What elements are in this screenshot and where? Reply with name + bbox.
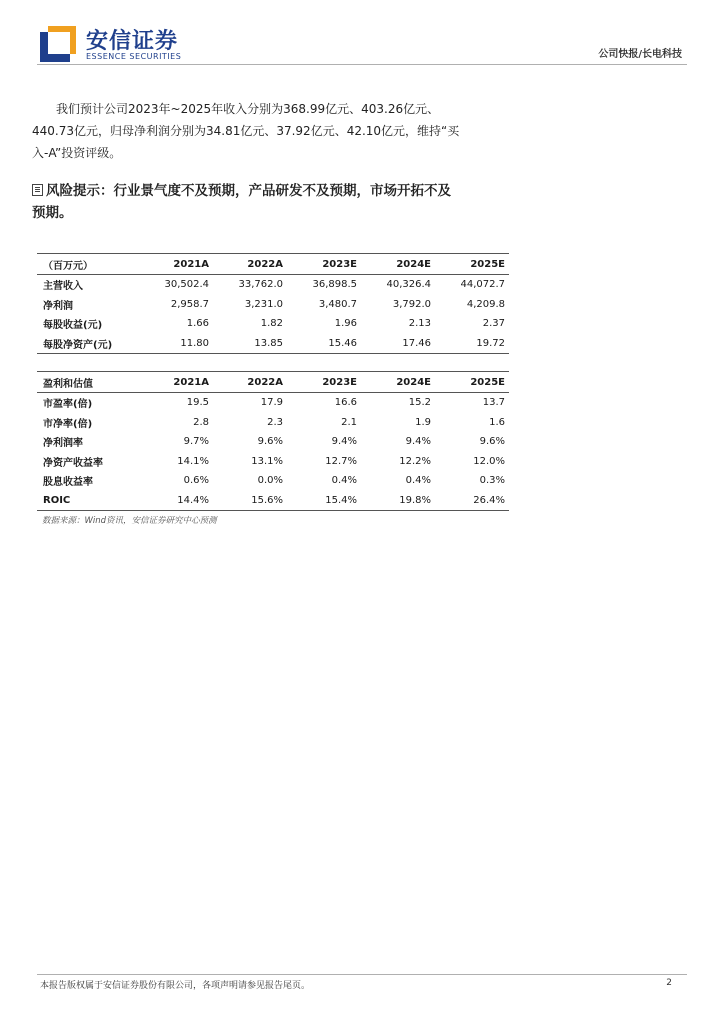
financials-table (37, 253, 509, 354)
table-cell: 19.72 (476, 337, 505, 349)
table-cell: 3,480.7 (318, 298, 357, 310)
valuation-table (37, 371, 509, 511)
row-label: 股息收益率 (43, 477, 93, 489)
table-header-cell: 2025E (470, 376, 505, 388)
data-source-note: 数据来源：Wind资讯，安信证券研究中心预测 (42, 516, 217, 526)
table-cell: 2.3 (267, 416, 283, 428)
table-cell: 2.1 (341, 416, 357, 428)
table-cell: 19.8% (399, 494, 431, 506)
table-cell: 2,958.7 (170, 298, 209, 310)
table-cell: 26.4% (473, 494, 505, 506)
table-cell: 16.6 (334, 397, 357, 409)
header-divider (37, 64, 687, 65)
row-label: 市净率(倍) (43, 418, 93, 430)
table-cell: 4,209.8 (466, 298, 505, 310)
table-cell: 9.6% (257, 436, 283, 448)
company-logo (40, 26, 190, 66)
table-cell: 13.7 (482, 397, 505, 409)
table-cell: 14.1% (177, 455, 209, 467)
table-header-cell: 2023E (322, 258, 357, 270)
table-cell: 12.7% (325, 455, 357, 467)
table-cell: 40,326.4 (386, 279, 431, 291)
table-header-row (37, 254, 509, 275)
table-cell: 9.4% (331, 436, 357, 448)
table-cell: 11.80 (180, 337, 209, 349)
table-cell: 9.7% (183, 436, 209, 448)
table-cell: 0.6% (183, 475, 209, 487)
table-header-cell: 2022A (247, 376, 283, 388)
row-label: 每股净资产(元) (43, 339, 113, 351)
table-cell: 0.0% (257, 475, 283, 487)
row-label: 净资产收益率 (43, 457, 103, 469)
table-row (37, 334, 509, 354)
risk-warning (32, 180, 462, 224)
table-row (37, 432, 509, 452)
table-cell: 12.2% (399, 455, 431, 467)
table-header-cell: 2021A (173, 258, 209, 270)
table-header-cell: 2022A (247, 258, 283, 270)
table-cell: 13.85 (254, 337, 283, 349)
table-cell: 12.0% (473, 455, 505, 467)
table-cell: 44,072.7 (460, 279, 505, 291)
row-label: 净利润率 (43, 438, 83, 450)
table-header-cell: （百万元） (43, 260, 93, 272)
table-cell: 15.2 (408, 397, 431, 409)
document-icon (32, 184, 43, 196)
logo-mark-icon (40, 26, 76, 62)
table-cell: 33,762.0 (238, 279, 283, 291)
forecast-paragraph: 我们预计公司2023年~2025年收入分别为368.99亿元、403.26亿元、440.73亿元，归母净利润分别为34.81亿元、37.92亿元、42.10亿元，维持“买入-A”投资评级。 (32, 102, 460, 160)
table-cell: 2.37 (482, 318, 505, 330)
table-cell: 36,898.5 (312, 279, 357, 291)
table-header-cell: 盈利和估值 (43, 378, 93, 390)
table-cell: 0.3% (479, 475, 505, 487)
table-cell: 19.5 (186, 397, 209, 409)
table-cell: 3,792.0 (392, 298, 431, 310)
risk-text: 风险提示：行业景气度不及预期，产品研发不及预期，市场开拓不及预期。 (32, 183, 451, 221)
table-cell: 2.8 (193, 416, 209, 428)
table-cell: 3,231.0 (244, 298, 283, 310)
table-cell: 14.4% (177, 494, 209, 506)
page-header (0, 0, 724, 80)
table-cell: 30,502.4 (164, 279, 209, 291)
footer-divider (37, 974, 687, 975)
table-cell: 9.4% (405, 436, 431, 448)
table-row (37, 471, 509, 491)
table-row (37, 413, 509, 433)
table-row (37, 314, 509, 334)
table-header-cell: 2021A (173, 376, 209, 388)
footer-disclaimer: 本报告版权属于安信证券股份有限公司，各项声明请参见报告尾页。 (40, 981, 311, 991)
table-cell: 15.46 (328, 337, 357, 349)
row-label: 每股收益(元) (43, 320, 103, 332)
logo-chinese-name: 安信证券 (86, 29, 179, 54)
report-category: 公司快报/长电科技 (598, 49, 682, 60)
table-cell: 15.4% (325, 494, 357, 506)
table-header-cell: 2023E (322, 376, 357, 388)
table-row (37, 452, 509, 472)
table-cell: 1.82 (260, 318, 283, 330)
table-cell: 2.13 (408, 318, 431, 330)
row-label: ROIC (43, 494, 71, 506)
table-header-cell: 2024E (396, 258, 431, 270)
page-number: 2 (666, 978, 672, 988)
table-cell: 17.9 (260, 397, 283, 409)
table-header-cell: 2025E (470, 258, 505, 270)
table-cell: 1.9 (415, 416, 431, 428)
logo-english-name: ESSENCE SECURITIES (86, 52, 182, 61)
table-row (37, 275, 509, 295)
table-header-row (37, 372, 509, 393)
table-row (37, 491, 509, 511)
table-cell: 1.6 (489, 416, 505, 428)
row-label: 主营收入 (43, 281, 83, 293)
table-cell: 1.96 (334, 318, 357, 330)
table-header-cell: 2024E (396, 376, 431, 388)
table-cell: 13.1% (251, 455, 283, 467)
row-label: 净利润 (43, 300, 73, 312)
table-cell: 15.6% (251, 494, 283, 506)
table-row (37, 393, 509, 413)
row-label: 市盈率(倍) (43, 399, 93, 411)
table-cell: 0.4% (405, 475, 431, 487)
table-cell: 17.46 (402, 337, 431, 349)
table-row (37, 295, 509, 315)
table-cell: 0.4% (331, 475, 357, 487)
table-cell: 1.66 (186, 318, 209, 330)
table-cell: 9.6% (479, 436, 505, 448)
